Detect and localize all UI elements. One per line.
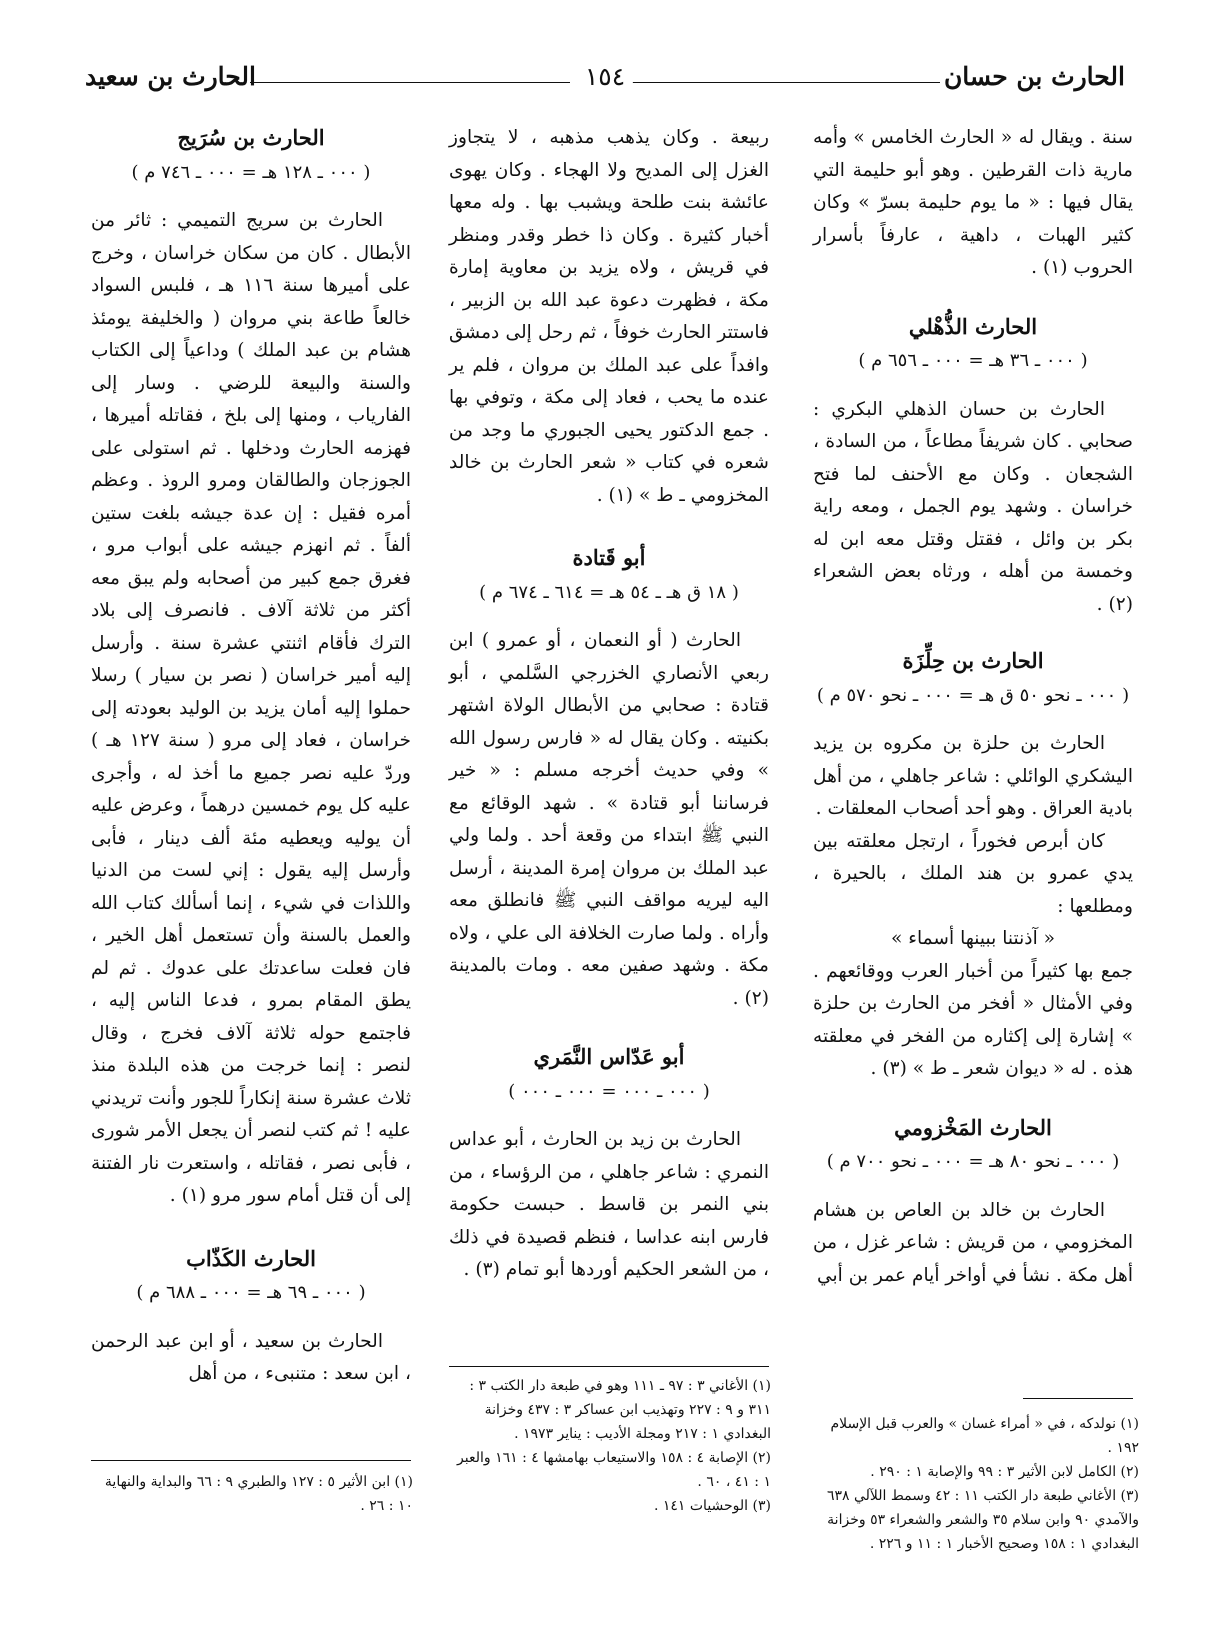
footnote-separator (1023, 1398, 1133, 1399)
entry-dates: ( ١٨ ق هـ ـ ٥٤ هـ = ٦١٤ ـ ٦٧٤ م ) (479, 581, 739, 603)
entry-paragraph: الحارث بن حلزة بن مكروه بن يزيد اليشكري الوائلي : شاعر جاهلي ، من أهل بادية العراق . وهو أحد أصحاب المعلقات . (813, 733, 1133, 819)
header-rule-right (620, 82, 940, 83)
entry-al-harith-al-makhzumi (813, 1112, 1133, 1293)
running-header (85, 62, 1125, 102)
footnote-separator (91, 1460, 411, 1461)
footnote: (٣) الوحشيات ١٤١ . (653, 1498, 771, 1514)
entry-dates: ( ٠٠٠ ـ نحو ٥٠ ق هـ = ٠٠٠ ـ نحو ٥٧٠ م ) (816, 684, 1130, 706)
entry-dates: ( ٠٠٠ ـ نحو ٨٠ هـ = ٠٠٠ ـ نحو ٧٠٠ م ) (826, 1151, 1120, 1172)
header-rule-left (250, 82, 570, 83)
header-left-name: الحارث بن سعيد (85, 62, 256, 91)
footnote: (١) الأغاني ٣ : ٩٧ ـ ١١١ وهو في طبعة دار الكتب ٣ : ٣١١ و ٩ : ٢٢٧ وتهذيب ابن عساكر ٣ : ٤٣٧ وخزانة البغدادي ١ : ٢١٧ ومجلة الأديب : يناير ١٩٧٣ . (469, 1378, 771, 1442)
footnote: (٢) الكامل لابن الأثير ٣ : ٩٩ والإصابة ١ : ٢٩٠ . (870, 1464, 1139, 1480)
entry-abu-qatada (449, 542, 769, 1015)
column-intro-text: سنة . ويقال له « الحارث الخامس » وأمه مارية ذات القرطين . وهو أبو حليمة التي يقال فيها : « ما يوم حليمة بسرّ » وكان كثير الهبات ، داهية ، عارفاً بأسرار الحروب (١) . (813, 127, 1133, 278)
entry-title: الحارث بن سُرَيج (177, 125, 325, 150)
footnote: (٢) الإصابة ٤ : ١٥٨ والاستيعاب بهامشها ٤ : ١٦١ والعبر ١ : ٤١ ، ٦٠ . (457, 1450, 771, 1490)
entry-title: الحارث الكَذّاب (186, 1245, 316, 1271)
entry-dates: ( ٠٠٠ ـ ٦٩ هـ = ٠٠٠ ـ ٦٨٨ م ) (136, 1282, 366, 1303)
entry-dates: ( ٠٠٠ ـ ٠٠٠ = ٠٠٠ ـ ٠٠٠ ) (508, 1080, 710, 1102)
entry-paragraph: الحارث بن زيد بن الحارث ، أبو عداس النمري : شاعر جاهلي ، من الرؤساء ، من بني النمر بن قاسط . حبست حكومة فارس ابنه عداسا ، فنظم قصيدة في ذلك ، من الشعر الحكيم أوردها أبو تمام (٣) . (449, 1129, 769, 1280)
entry-al-harith-ibn-surayj (91, 122, 411, 1213)
verse-line: « آذنتنا ببينها أسماء » (890, 928, 1056, 949)
entry-paragraph: الحارث بن حسان الذهلي البكري : صحابي . كان شريفاً مطاعاً ، من السادة ، الشجعان . وكان مع الأحنف لما فتح خراسان . وشهد يوم الجمل ، ومعه راية بكر بن وائل ، فقتل وقتل معه ابن له وخمسة من أهله ، ورثاه بعض الشعراء (٢) . (813, 398, 1133, 615)
entry-al-harith-al-dhuhli (813, 311, 1133, 622)
entry-abu-addas-al-namari (449, 1041, 769, 1287)
column-right (813, 122, 1133, 1292)
entry-al-harith-al-kadhdhab (91, 1243, 411, 1391)
entry-dates: ( ٠٠٠ ـ ١٢٨ هـ = ٠٠٠ ـ ٧٤٦ م ) (131, 161, 371, 183)
footnotes-right (814, 1412, 1139, 1556)
footnote: (١) نولدكه ، في « أمراء غسان » والعرب قبل الإسلام ١٩٢ . (830, 1416, 1139, 1456)
column-middle (449, 122, 769, 1287)
entry-title: الحارث الذُّهْلي (908, 313, 1038, 339)
entry-paragraph: الحارث بن سعيد ، أو ابن عبد الرحمن ، ابن سعد : متنبىء ، من أهل (91, 1330, 411, 1384)
entry-paragraph: جمع بها كثيراً من أخبار العرب ووقائعهم . وفي الأمثال « أفخر من الحارث بن حلزة » إشارة إلى إكثاره من الفخر في معلقته هذه . له « ديوان شعر ـ ط » (٣) . (813, 960, 1133, 1079)
footnote-separator (449, 1366, 769, 1367)
footnote: (١) ابن الأثير ٥ : ١٢٧ والطبري ٩ : ٦٦ والبداية والنهاية ١٠ : ٢٦ . (104, 1474, 413, 1514)
footnotes-middle (446, 1374, 771, 1518)
column-intro-text: ربيعة . وكان يذهب مذهبه ، لا يتجاوز الغزل إلى المديح ولا الهجاء . وكان يهوى عائشة بنت طلحة ويشبب بها . وله معها أخبار كثيرة . وكان ذا خطر وقدر ومنظر في قريش ، ولاه يزيد بن معاوية إمارة مكة ، فظهرت دعوة عبد الله بن الزبير ، فاستتر الحارث خوفاً ، ثم رحل إلى دمشق وافداً على عبد الملك بن مروان ، فلم ير عنده ما يحب ، فعاد إلى مكة ، وتوفي بها . جمع الدكتور يحيى الجبوري ما وجد من شعره في كتاب « شعر الحارث بن خالد المخزومي ـ ط » (١) . (449, 127, 769, 506)
entry-title: أبو قَتادة (572, 545, 646, 570)
footnote: (٣) الأغاني طبعة دار الكتب ١١ : ٤٢ وسمط اللآلي ٦٣٨ والآمدي ٩٠ وابن سلام ٣٥ والشعر والشعراء ٥٣ وخزانة البغدادي ١ : ١٥٨ وصحيح الأخبار ١ : ١١ و ٢٢٦ . (826, 1488, 1139, 1552)
entry-title: أبو عَدّاس النَّمَري (533, 1044, 685, 1069)
entry-paragraph: الحارث بن خالد بن العاص بن هشام المخزومي ، من قريش : شاعر غزل ، من أهل مكة . نشأ في أواخر أيام عمر بن أبي (813, 1199, 1133, 1286)
entry-title: الحارث المَخْزومي (894, 1114, 1052, 1140)
entry-paragraph: كان أبرص فخوراً ، ارتجل معلقته بين يدي عمرو بن هند الملك ، بالحيرة ، ومطلعها : (813, 830, 1133, 917)
entry-al-harith-ibn-hilliza (813, 645, 1133, 1086)
entry-paragraph: الحارث ( أو النعمان ، أو عمرو ) ابن ربعي الأنصاري الخزرجي السَّلمي ، أبو قتادة : صحابي من الأبطال الولاة اشتهر بكنيته . وكان يقال له « فارس رسول الله » وفي حديث أخرجه مسلم : « خير فرساننا أبو قتادة » . شهد الوقائع مع النبي ﷺ ابتداء من وقعة أحد . ولما ولي عبد الملك بن مروان إمرة المدينة ، أرسل اليه ليريه مواقف النبي ﷺ فانطلق معه وأراه . ولما صارت الخلافة الى علي ، ولاه مكة . وشهد صفين معه . ومات بالمدينة (٢) . (449, 630, 769, 1009)
entry-title: الحارث بن حِلِّزَة (902, 648, 1044, 673)
entry-dates: ( ٠٠٠ ـ ٣٦ هـ = ٠٠٠ ـ ٦٥٦ م ) (858, 350, 1088, 371)
page-number: ١٥٤ (577, 62, 633, 91)
footnotes-left (88, 1470, 413, 1518)
column-left (91, 122, 411, 1391)
header-right-name: الحارث بن حسان (943, 62, 1125, 91)
entry-paragraph: الحارث بن سريج التميمي : ثائر من الأبطال . كان من سكان خراسان ، وخرج على أميرها سنة ١١٦ هـ ، فلبس السواد خالعاً طاعة بني مروان ( والخليفة يومئذ هشام بن عبد الملك ) وداعياً إلى الكتاب والسنة والبيعة للرضي . وسار إلى الفارياب ، ومنها إلى بلخ ، فقاتله أميرها ، فهزمه الحارث ودخلها . ثم استولى على الجوزجان والطالقان ومرو الروذ . وعظم أمره فقيل : إن عدة جيشه بلغت ستين ألفاً . ثم انهزم جيشه على أبواب مرو ، فغرق جمع كبير من أصحابه ولم يبق معه أكثر من ثلاثة آلاف . فانصرف إلى بلاد الترك فأقام اثنتي عشرة سنة . وأرسل إليه أمير خراسان ( نصر بن سيار ) رسلا حملوا إليه أمان يزيد بن الوليد بعودته إلى خراسان ، فعاد إلى مرو ( سنة ١٢٧ هـ ) وردّ عليه نصر جميع ما أخذ له ، وأجرى عليه كل يوم خمسين درهماً ، وعرض عليه أن يوليه ويعطيه مئة ألف دينار ، فأبى وأرسل إليه يقول : إني لست من الدنيا واللذات في شيء ، إنما أسألك كتاب الله والعمل بالسنة وأن تستعمل أهل الخير ، فان فعلت ساعدتك على عدوك . ثم لم يطق المقام بمرو ، فدعا الناس إليه ، فاجتمع حوله ثلاثة آلاف فخرج ، وقال لنصر : إنما خرجت من هذه البلدة منذ ثلاث عشرة سنة إنكاراً للجور وأنت تريدني عليه ! ثم كتب لنصر أن يجعل الأمر شورى ، فأبى نصر ، فقاتله ، واستعرت نار الفتنة إلى أن قتل أمام سور مرو (١) . (91, 210, 412, 1206)
